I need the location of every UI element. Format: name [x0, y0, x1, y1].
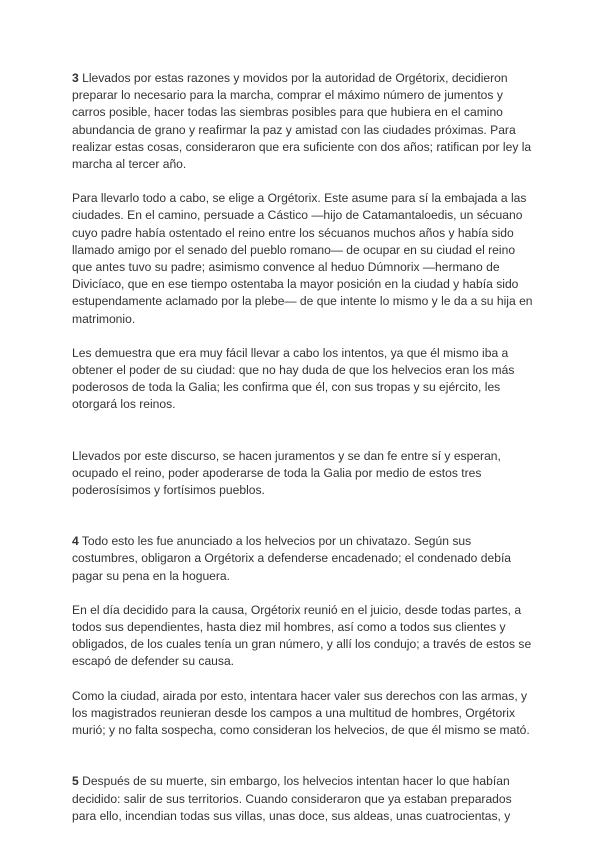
paragraph-demonstration: Les demuestra que era muy fácil llevar a cabo los intentos, ya que él mismo iba a obtener el poder de su ciudad: que no hay duda de que los helvecios eran los más poderosos de toda la Galia; les confirma que él, con sus tropas y su ejército, les otorgará los reinos. — [72, 345, 515, 412]
paragraph-trial-day: En el día decidido para la causa, Orgétorix reunió en el juicio, desde todas partes, a todos sus dependientes, hasta diez mil hombres, así como a todos sus clientes y obligados, de los cuales tenía un gran número, y allí los condujo; a través de estos se escapó de defender su causa. — [72, 602, 532, 669]
paragraph-text: Después de su muerte, sin embargo, los helvecios intentan hacer lo que habían decidido: salir de sus territorios. Cuando consideraron que ya estaban preparados para ello, incendian todas sus villas, unas doce, sus aldeas, unas cuatrocientas, y — [72, 774, 512, 823]
paragraph-4-intro — [72, 533, 534, 585]
paragraph-text: Llevados por estas razones y movidos por la autoridad de Orgétorix, decidieron preparar lo necesario para la marcha, comprar el máximo número de jumentos y carros posible, hacer todas las siembras posibles para que hubiera en el camino abundancia de grano y reafirmar la paz y amistad con las ciudades próximas. Para realizar estas cosas, consideraron que era suficiente con dos años; ratifican por ley la marcha al tercer año. — [72, 71, 532, 172]
section-number: 3 — [72, 71, 79, 85]
paragraph-oaths: Llevados por este discurso, se hacen juramentos y se dan fe entre sí y esperan, ocupado el reino, poder apoderarse de toda la Galia por medio de estos tres poderosísimos y fortísimos pueblos. — [72, 448, 501, 498]
document-page — [72, 70, 534, 842]
section-number: 5 — [72, 774, 79, 789]
paragraph-orgetorix-elected: Para llevarlo todo a cabo, se elige a Orgétorix. Este asume para sí la embajada a las ciudades. En el camino, persuade a Cástico —hijo de Catamantaloedis, un sécuano cuyo padre había ostentado el reino entre los sécuanos muchos años y había sido llamado amigo por el senado del pueblo romano— de ocupar en su ciudad el reino que antes tuvo su padre; asimismo convence al heduo Dúmnorix —hermano de Divicíaco, que en ese tiempo ostentaba la mayor posición en la ciudad y había sido estupendamente aclamado por la plebe— de que intente lo mismo y le da a su hija en matrimonio. — [72, 191, 533, 326]
section-number: 4 — [72, 534, 79, 549]
paragraph-5-intro — [72, 773, 534, 825]
paragraph-3-intro — [72, 70, 534, 173]
paragraph-text: Todo esto les fue anunciado a los helvecios por un chivatazo. Según sus costumbres, obligaron a Orgétorix a defenderse encadenado; el condenado debía pagar su pena en la hoguera. — [72, 534, 512, 583]
paragraph-death: Como la ciudad, airada por esto, intentara hacer valer sus derechos con las armas, y los magistrados reunieran desde los campos a una multitud de hombres, Orgétorix murió; y no falta sospecha, como consideran los helvecios, de que él mismo se mató. — [72, 688, 530, 738]
